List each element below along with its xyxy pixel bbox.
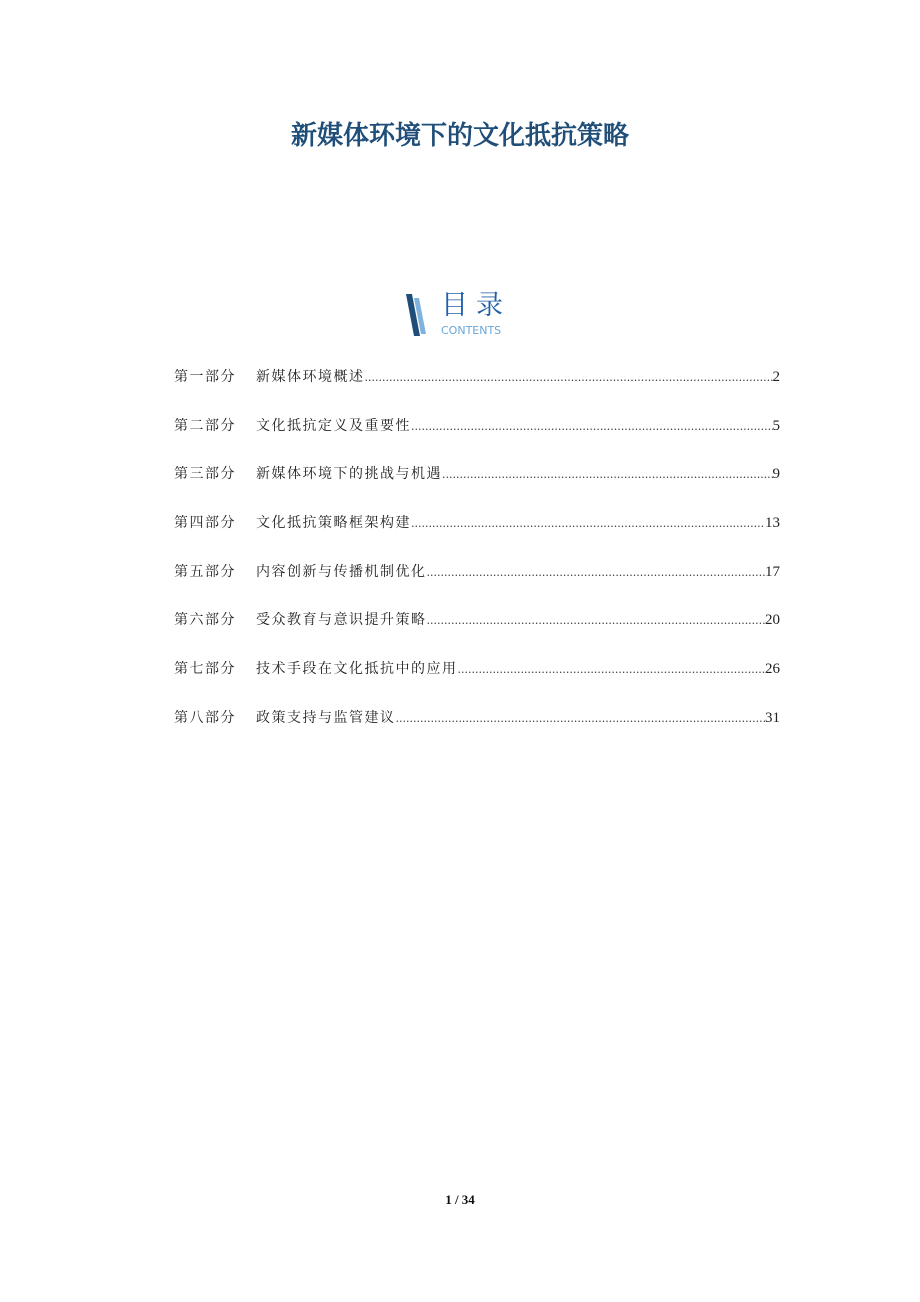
toc-entry[interactable] xyxy=(174,707,780,756)
toc-entry-part: 第八部分 xyxy=(174,709,236,726)
toc-entry-part: 第七部分 xyxy=(174,661,236,678)
toc-entry-title: 政策支持与监管建议 xyxy=(256,709,396,726)
toc-entry[interactable] xyxy=(174,609,780,658)
toc-entry-part: 第五部分 xyxy=(174,563,236,580)
page-indicator: 1 / 34 xyxy=(445,1192,475,1207)
document-title: 新媒体环境下的文化抵抗策略 xyxy=(290,121,629,151)
toc-entry[interactable] xyxy=(174,415,780,464)
toc-entry-title: 新媒体环境下的挑战与机遇 xyxy=(256,466,442,483)
toc-entry[interactable] xyxy=(174,658,780,707)
toc-entry-part: 第四部分 xyxy=(174,515,236,532)
toc-entry-part: 第二部分 xyxy=(174,417,236,434)
toc-entry-part: 第一部分 xyxy=(174,369,236,385)
toc-leader-dots xyxy=(411,416,773,438)
toc-entry-page: 20 xyxy=(765,612,780,629)
toc-entry-page: 2 xyxy=(772,369,780,385)
table-of-contents xyxy=(174,366,780,756)
toc-entry-part: 第六部分 xyxy=(174,612,236,629)
toc-entry-title: 文化抵抗策略框架构建 xyxy=(256,515,411,532)
toc-entry-page: 31 xyxy=(765,709,780,726)
toc-entry-page: 13 xyxy=(765,515,780,532)
toc-leader-dots xyxy=(427,610,766,632)
toc-entry-page: 9 xyxy=(772,466,780,483)
toc-entry-title: 内容创新与传播机制优化 xyxy=(256,563,427,580)
toc-entry-page: 5 xyxy=(772,417,780,434)
toc-leader-dots xyxy=(458,659,766,681)
toc-entry-title: 文化抵抗定义及重要性 xyxy=(256,417,411,434)
toc-leader-dots xyxy=(411,513,765,535)
toc-entry-page: 26 xyxy=(765,661,780,678)
toc-leader-dots xyxy=(442,464,773,486)
toc-entry-title: 新媒体环境概述 xyxy=(256,369,365,385)
toc-heading-title: 目录 xyxy=(441,290,511,321)
toc-entry[interactable] xyxy=(174,463,780,512)
toc-entry-title: 技术手段在文化抵抗中的应用 xyxy=(256,661,458,678)
toc-entry[interactable] xyxy=(174,366,780,415)
toc-leader-dots xyxy=(365,367,773,389)
toc-entry-part: 第三部分 xyxy=(174,466,236,483)
toc-entry[interactable] xyxy=(174,561,780,610)
toc-heading xyxy=(404,292,534,342)
toc-leader-dots xyxy=(396,708,766,730)
toc-entry-title: 受众教育与意识提升策略 xyxy=(256,612,427,629)
toc-heading-subtitle: CONTENTS xyxy=(441,324,502,337)
toc-logo-icon xyxy=(404,294,426,338)
toc-leader-dots xyxy=(427,562,766,584)
toc-entry-page: 17 xyxy=(765,563,780,580)
toc-entry[interactable] xyxy=(174,512,780,561)
